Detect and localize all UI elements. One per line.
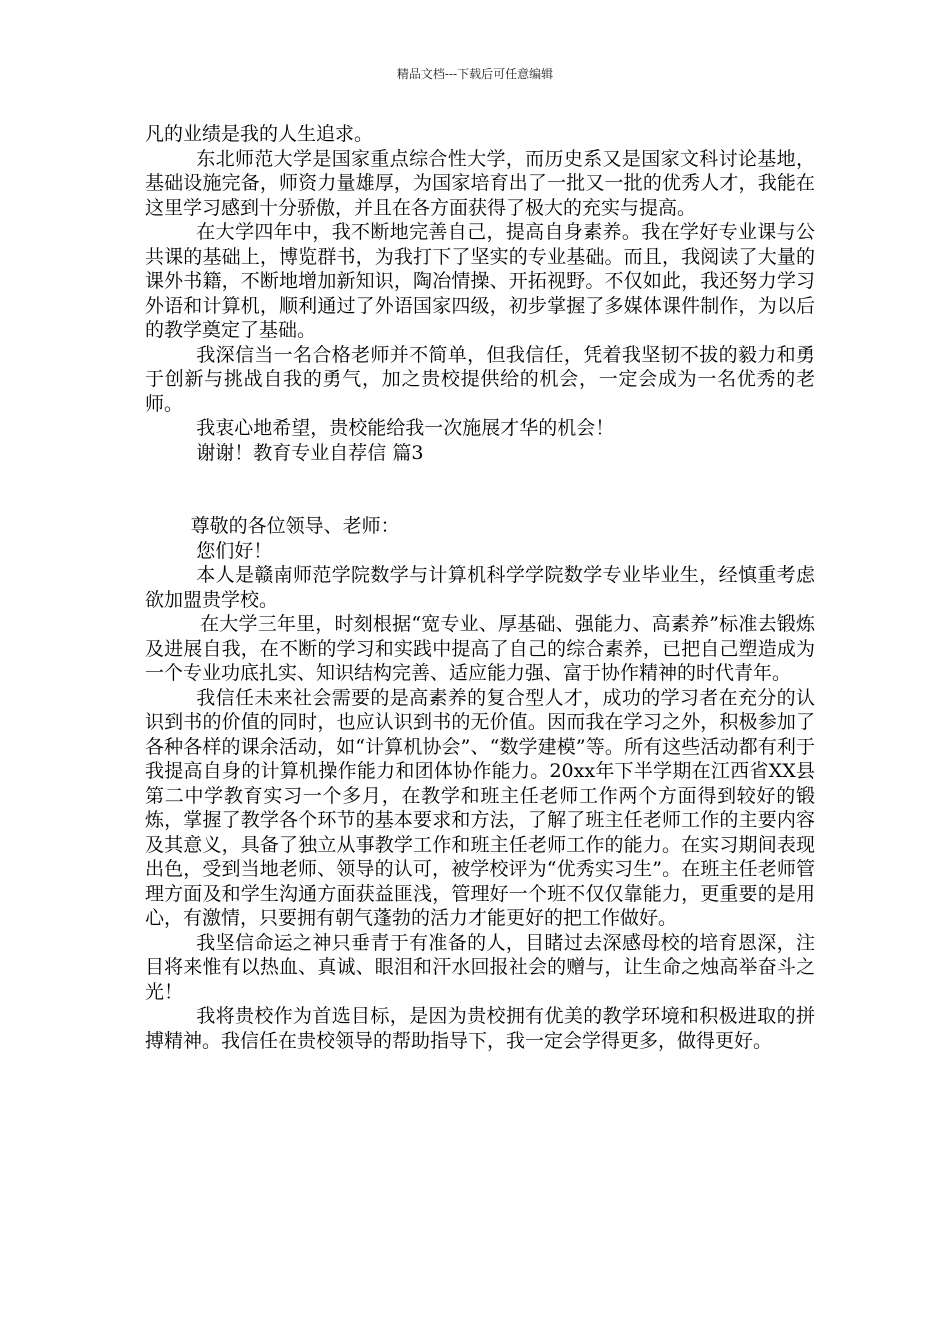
document-body — [145, 122, 815, 1053]
paragraph-4: 我深信当一名合格老师并不简单，但我信任，凭着我坚韧不拔的毅力和勇于创新与挑战自我的勇气，加之贵校提供给的机会，一定会成为一名优秀的老师。 — [145, 343, 815, 415]
paragraph-2: 东北师范大学是国家重点综合性大学，而历史系又是国家文科讨论基地，基础设施完备，师资力量雄厚，为国家培育出了一批又一批的优秀人才，我能在这里学习感到十分骄傲，并且在各方面获得了极大的充实与提高。 — [145, 147, 815, 219]
paragraph-closing: 我将贵校作为首选目标，是因为贵校拥有优美的教学环境和积极进取的拼搏精神。我信任在贵校领导的帮助指导下，我一定会学得更多，做得更好。 — [145, 1005, 815, 1052]
page-header: 精品文档---下载后可任意编辑 — [396, 67, 554, 81]
paragraph-5: 我衷心地希望，贵校能给我一次施展才华的机会！ — [196, 417, 615, 439]
section-heading: 谢谢！教育专业自荐信 篇3 — [196, 441, 424, 464]
paragraph-experience: 我信任未来社会需要的是高素养的复合型人才，成功的学习者在充分的认识到书的价值的同时，也应认识到书的无价值。因而我在学习之外，积极参加了各种各样的课余活动，如“计算机协会”、“数学建模”等。所有这些活动都有利于我提高自身的计算机操作能力和团体协作能力。20xx年下半学期在江西省XX县第二中学教育实习一个多月，在教学和班主任老师工作两个方面得到较好的锻炼，掌握了教学各个环节的基本要求和方法，了解了班主任老师工作的主要内容及其意义，具备了独立从事教学工作和班主任老师工作的能力。在实习期间表现出色，受到当地老师、领导的认可，被学校评为“优秀实习生”。在班主任老师管理方面及和学生沟通方面获益匪浅，管理好一个班不仅仅靠能力，更重要的是用心，有激情，只要拥有朝气蓬勃的活力才能更好的把工作做好。 — [145, 686, 815, 929]
paragraph-university: 在大学三年里，时刻根据“宽专业、厚基础、强能力、高素养”标准去锻炼及进展自我，在不断的学习和实践中提高了自己的综合素养，已把自己塑造成为一个专业功底扎实、知识结构完善、适应能力强、富于协作精神的时代青年。 — [145, 613, 815, 684]
paragraph-1: 凡的业绩是我的人生追求。 — [145, 123, 374, 145]
section-gap — [145, 465, 815, 514]
salutation: 尊敬的各位领导、老师： — [190, 515, 400, 537]
greeting: 您们好！ — [196, 539, 273, 562]
paragraph-intro: 本人是赣南师范学院数学与计算机科学学院数学专业毕业生，经慎重考虑欲加盟贵学校。 — [145, 564, 815, 611]
paragraph-belief: 我坚信命运之神只垂青于有准备的人，目睹过去深感母校的培育恩深，注目将来惟有以热血、真诚、眼泪和汗水回报社会的赠与，让生命之烛高举奋斗之光！ — [145, 931, 815, 1003]
paragraph-3: 在大学四年中，我不断地完善自己，提高自身素养。我在学好专业课与公共课的基础上，博览群书，为我打下了坚实的专业基础。而且，我阅读了大量的课外书籍，不断地增加新知识，陶冶情操、开拓视野。不仅如此，我还努力学习外语和计算机，顺利通过了外语国家四级，初步掌握了多媒体课件制作，为以后的教学奠定了基础。 — [145, 221, 815, 341]
